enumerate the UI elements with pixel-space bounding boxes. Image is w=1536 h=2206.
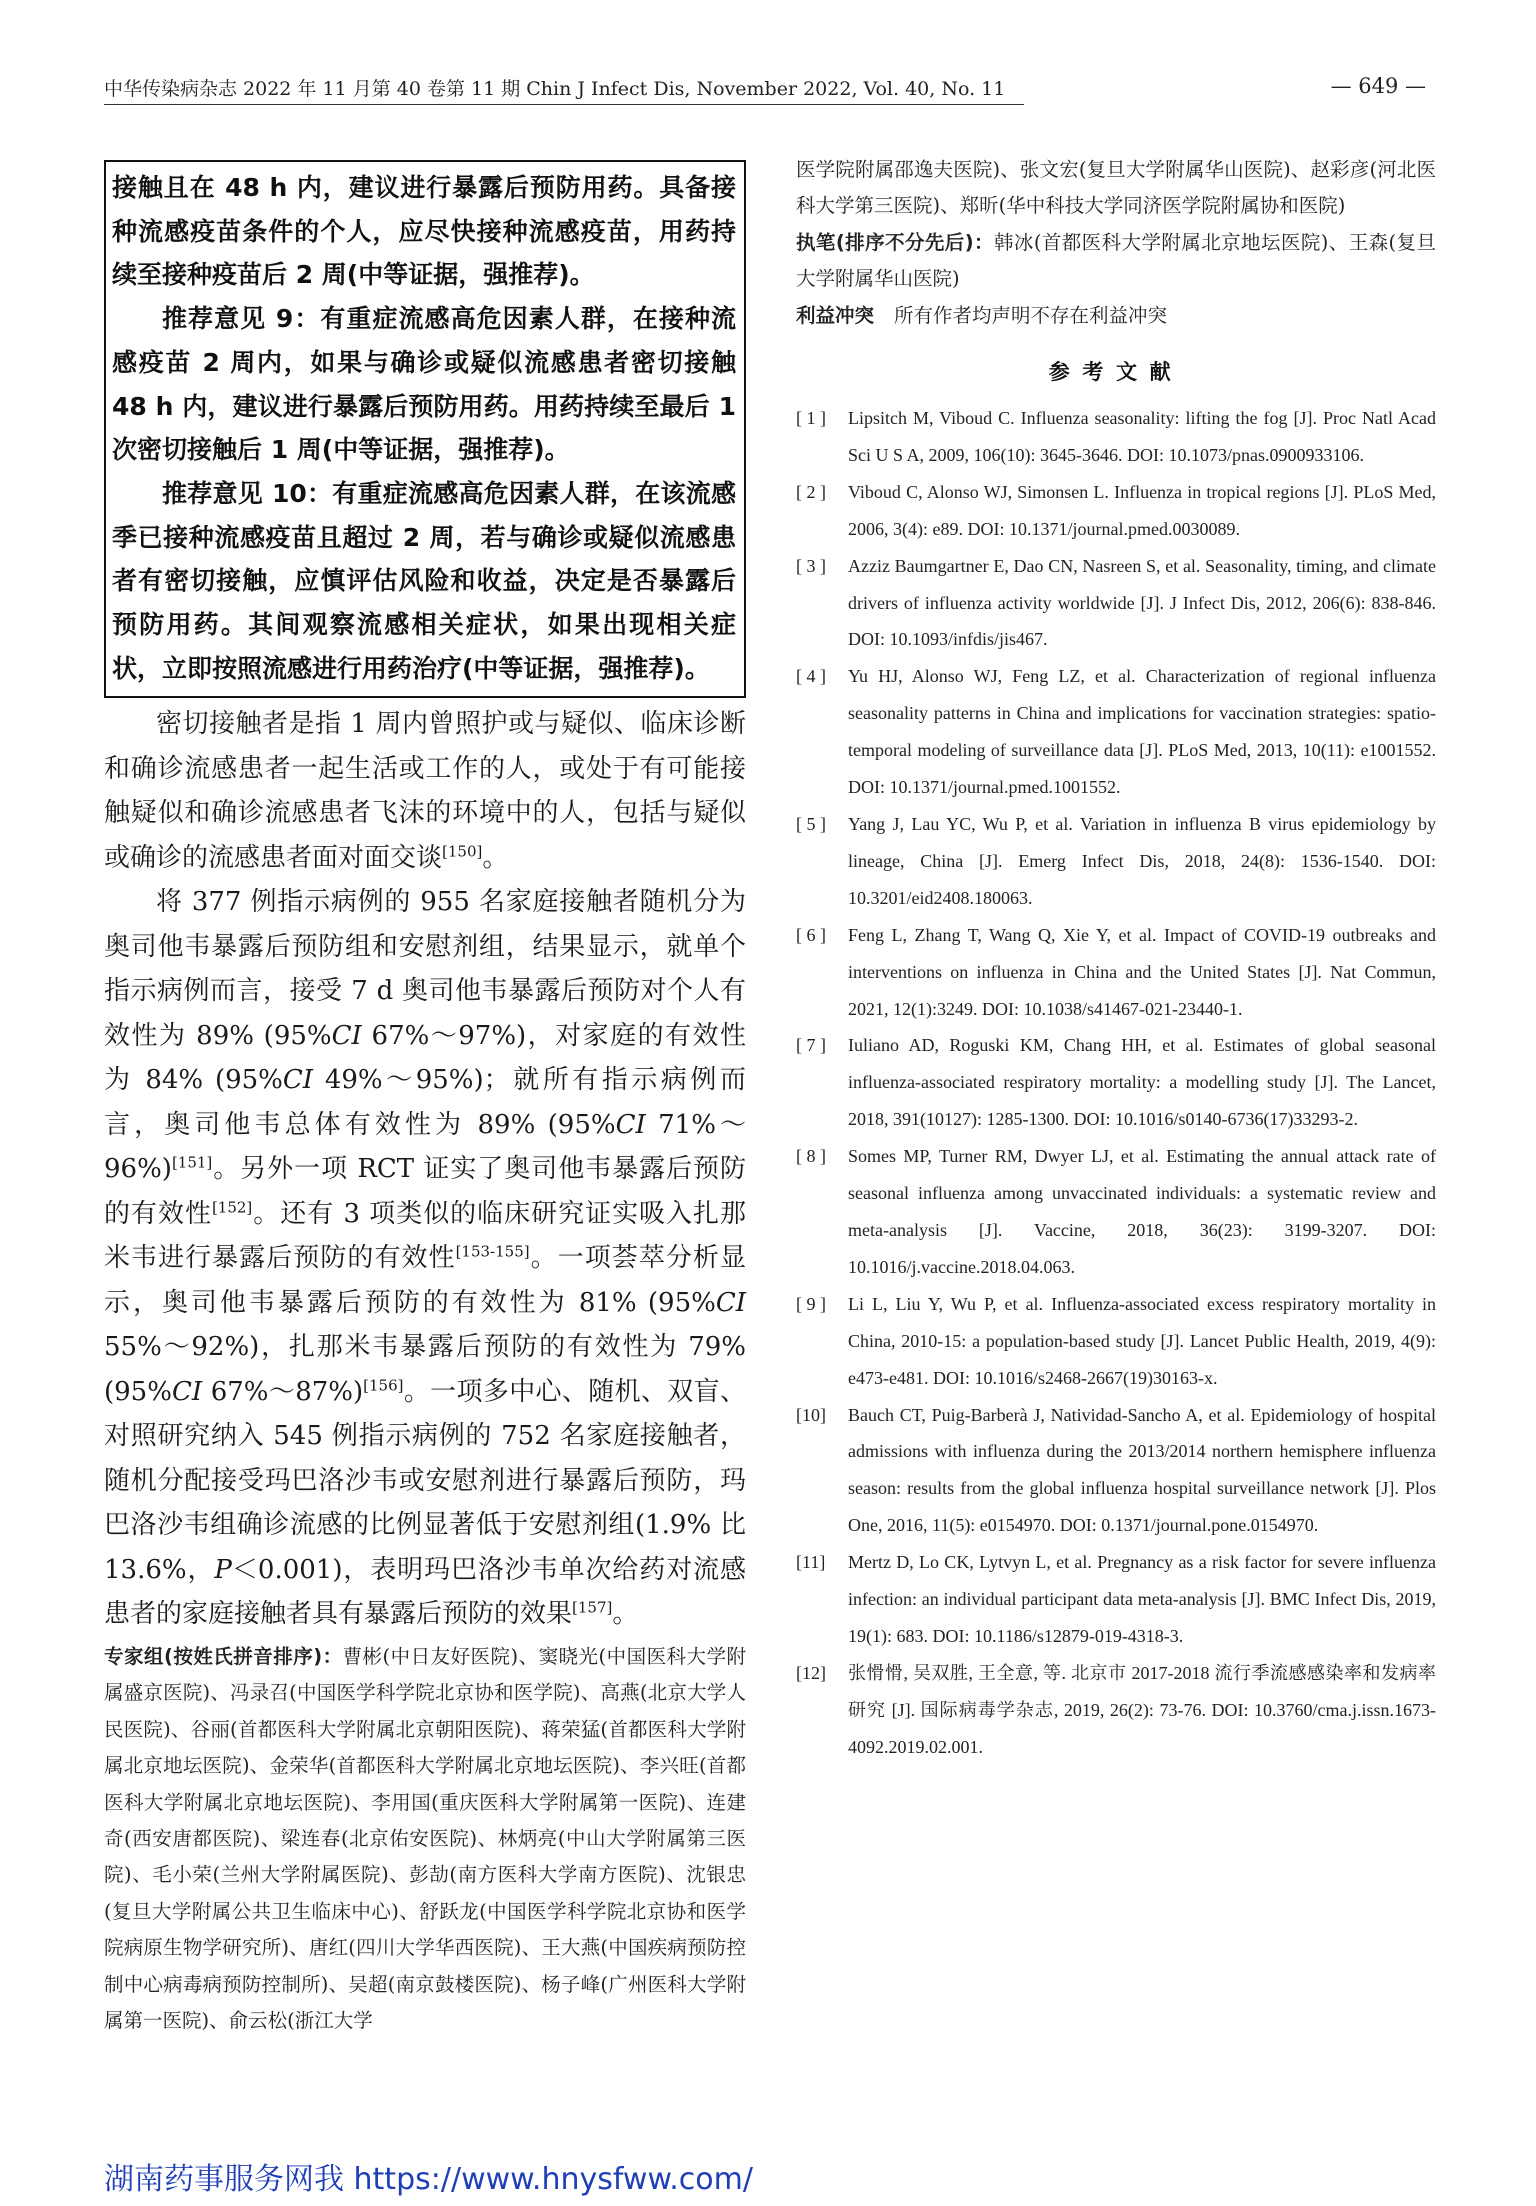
reference-number: [12]: [796, 1662, 826, 1683]
reference-number: [ 3 ]: [796, 555, 826, 576]
recommendation-10: 推荐意见 10：有重症流感高危因素人群，在该流感季已接种流感疫苗且超过 2 周，若与确诊或疑似流感患者有密切接触，应慎评估风险和收益，决定是否暴露后预防用药。其间观察流感相关症状，如果出现相关症状，立即按照流感进行用药治疗(中等证据，强推荐)。: [112, 478, 736, 683]
references-list: [796, 400, 1436, 1766]
reference-item: [796, 400, 1436, 474]
reference-text: Mertz D, Lo CK, Lytvyn L, et al. Pregnancy as a risk factor for severe influenza infection: an individual participant data meta-analysis [J]. BMC Infect Dis, 2019, 19(1): 683. DOI: 10.1186/s12879-019-4318-3.: [848, 1552, 1436, 1646]
reference-text: 张愲愲, 吴双胜, 王全意, 等. 北京市 2017-2018 流行季流感感染率和发病率研究 [J]. 国际病毒学杂志, 2019, 26(2): 73-76. DOI: 10.3760/cma.j.issn.1673-4092.2019.02.001.: [848, 1662, 1436, 1757]
expert-group: [104, 1639, 746, 2039]
reference-item: [796, 1655, 1436, 1766]
paragraph-text: 密切接触者是指 1 周内曾照护或与疑似、临床诊断和确诊流感患者一起生活或工作的人，或处于有可能接触疑似和确诊流感患者飞沫的环境中的人，包括与疑似或确诊的流感患者面对面交谈: [104, 709, 746, 873]
expert-group-list: 曹彬(中日友好医院)、窦晓光(中国医科大学附属盛京医院)、冯录召(中国医学科学院北京协和医学院)、高燕(北京大学人民医院)、谷丽(首都医科大学附属北京朝阳医院)、蒋荣猛(首都医科大学附属北京地坛医院)、金荣华(首都医科大学附属北京地坛医院)、李兴旺(首都医科大学附属北京地坛医院)、李用国(重庆医科大学附属第一医院)、连建奇(西安唐都医院)、梁连春(北京佑安医院)、林炳亮(中山大学附属第三医院)、毛小荣(兰州大学附属医院)、彭劼(南方医科大学南方医院)、沈银忠(复旦大学附属公共卫生临床中心)、舒跃龙(中国医学科学院北京协和医学院病原生物学研究所)、唐红(四川大学华西医院)、王大燕(中国疾病预防控制中心病毒病预防控制所)、吴超(南京鼓楼医院)、杨子峰(广州医科大学附属第一医院)、俞云松(浙江大学: [104, 1644, 746, 2032]
paragraph-text: 67%～97%)，对家庭的有效性为 84% (95%: [104, 1020, 746, 1096]
citation-mark: [157]: [572, 1598, 613, 1617]
reference-text: Iuliano AD, Roguski KM, Chang HH, et al. Estimates of global seasonal influenza-associated respiratory mortality: a modelling study [J]. The Lancet, 2018, 391(10127): 1285-1300. DOI: 10.1016/s0140-6736(17)33293-2.: [848, 1035, 1436, 1130]
reference-item: [796, 658, 1436, 806]
footer-watermark: 湖南药事服务网我 https://www.hnysfww.com/: [104, 2162, 753, 2197]
paragraph-text: 将 377 例指示病例的 955 名家庭接触者随机分为奥司他韦暴露后预防组和安慰剂组，结果显示，就单个指示病例而言，接受 7 d 奥司他韦暴露后预防对个人有效性为 89% (95%: [104, 887, 746, 1051]
citation-mark: [151]: [171, 1153, 213, 1172]
ci-symbol: CI: [615, 1109, 646, 1140]
reference-item: [796, 1027, 1436, 1138]
expert-group-label: 专家组(按姓氏拼音排序)：: [104, 1644, 343, 1668]
reference-item: [796, 1138, 1436, 1286]
paragraph-text: 。: [482, 842, 509, 873]
reference-number: [ 5 ]: [796, 814, 826, 834]
citation-mark: [156]: [363, 1376, 404, 1395]
writers-label: 执笔(排序不分先后)：: [796, 230, 994, 254]
reference-number: [11]: [796, 1552, 826, 1573]
reference-number: [10]: [796, 1404, 826, 1425]
reference-text: Feng L, Zhang T, Wang Q, Xie Y, et al. Impact of COVID-19 outbreaks and interventions on influenza in China and the United States [J]. Nat Commun, 2021, 12(1):3249. DOI: 10.1038/s41467-021-23440-1.: [848, 924, 1436, 1019]
reference-item: [796, 548, 1436, 659]
p-symbol: P: [214, 1554, 232, 1585]
recommendation-paragraph: 接触且在 48 h 内，建议进行暴露后预防用药。具备接种流感疫苗条件的个人，应尽快接种流感疫苗，用药持续至接种疫苗后 2 周(中等证据，强推荐)。: [112, 173, 736, 290]
conflict-block: [796, 298, 1436, 334]
body-paragraph: [104, 702, 746, 880]
body-paragraph: [104, 880, 746, 1637]
reference-number: [ 1 ]: [796, 408, 826, 429]
paragraph-text: 71%～96%): [104, 1109, 746, 1185]
body-text: [104, 702, 746, 1637]
references-title: 参考文献: [1048, 360, 1184, 385]
reference-number: [ 9 ]: [796, 1293, 826, 1314]
reference-text: Bauch CT, Puig-Barberà J, Natividad-Sancho A, et al. Epidemiology of hospital admissions with influenza during the 2013/2014 northern hemisphere influenza season: results from the global influenza hospital surveillance network [J]. Plos One, 2016, 11(5): e0154970. DOI: 0.1371/journal.pone.0154970.: [848, 1404, 1436, 1536]
reference-text: Lipsitch M, Viboud C. Influenza seasonality: lifting the fog [J]. Proc Natl Acad Sci U S A, 2009, 106(10): 3645-3646. DOI: 10.1073/pnas.0900933106.: [848, 408, 1436, 465]
paragraph-text: 55%～92%)，扎那米韦暴露后预防的有效性为 79% (95%: [104, 1332, 746, 1407]
reference-text: Somes MP, Turner RM, Dwyer LJ, et al. Estimating the annual attack rate of seasonal influenza among unvaccinated individuals: a systematic review and meta-analysis [J]. Vaccine, 2018, 36(23): 3199-3207. DOI: 10.1016/j.vaccine.2018.04.063.: [848, 1146, 1436, 1277]
reference-text: Yu HJ, Alonso WJ, Feng LZ, et al. Characterization of regional influenza seasonality patterns in China and implications for vaccination strategies: spatio-temporal modeling of surveillance data [J]. PLoS Med, 2013, 10(11): e1001552. DOI: 10.1371/journal.pmed.1001552.: [848, 666, 1436, 798]
reference-item: [796, 474, 1436, 548]
reference-number: [ 6 ]: [796, 924, 826, 945]
paragraph-text: 67%～87%): [202, 1376, 364, 1407]
page-number: — 649 —: [1330, 74, 1426, 98]
writers-block: [796, 225, 1436, 298]
ci-symbol: CI: [715, 1287, 746, 1318]
right-column: [796, 152, 1436, 1766]
reference-item: [796, 917, 1436, 1028]
paragraph-text: 。一项多中心、随机、双盲、对照研究纳入 545 例指示病例的 752 名家庭接触者，随机分配接受玛巴洛沙韦或安慰剂进行暴露后预防，玛巴洛沙韦组确诊流感的比例显著低于安慰剂组(1.9% 比 13.6%，: [104, 1376, 746, 1585]
reference-item: [796, 806, 1436, 917]
reference-item: [796, 1544, 1436, 1655]
paragraph-text: 。另外一项 RCT 证实了奥司他韦暴露后预防的有效性: [104, 1154, 746, 1229]
running-header: [104, 74, 1426, 104]
reference-number: [ 7 ]: [796, 1035, 826, 1056]
citation-mark: [153-155]: [455, 1242, 530, 1261]
paragraph-text: 。一项荟萃分析显示，奥司他韦暴露后预防的有效性为 81% (95%: [104, 1243, 746, 1318]
reference-number: [ 8 ]: [796, 1146, 826, 1167]
reference-item: [796, 1286, 1436, 1397]
ci-symbol: CI: [331, 1020, 362, 1051]
left-column: [104, 160, 746, 2039]
ci-symbol: CI: [282, 1065, 314, 1096]
paragraph-text: 49%～95%)；就所有指示病例而言，奥司他韦总体有效性为 89% (95%: [104, 1065, 746, 1140]
header-rule: [104, 104, 1024, 105]
recommendation-9: 推荐意见 9：有重症流感高危因素人群，在接种流感疫苗 2 周内，如果与确诊或疑似流感患者密切接触 48 h 内，建议进行暴露后预防用药。用药持续至最后 1 次密切接触后 1 周(中等证据，强推荐)。: [112, 304, 736, 465]
writers-text: 韩冰(首都医科大学附属北京地坛医院)、王森(复旦大学附属华山医院): [796, 230, 1436, 291]
reference-text: Yang J, Lau YC, Wu P, et al. Variation in influenza B virus epidemiology by lineage, China [J]. Emerg Infect Dis, 2018, 24(8): 1536-1540. DOI: 10.3201/eid2408.180063.: [848, 814, 1436, 908]
reference-number: [ 4 ]: [796, 666, 826, 687]
journal-citation-line: 中华传染病杂志 2022 年 11 月第 40 卷第 11 期 Chin J Infect Dis, November 2022, Vol. 40, No. 11: [104, 78, 1006, 100]
paragraph-text: 。: [612, 1599, 639, 1630]
citation-mark: [150]: [442, 842, 483, 861]
recommendation-box: [104, 160, 746, 698]
citation-mark: [152]: [211, 1198, 253, 1217]
conflict-label: 利益冲突: [796, 303, 875, 327]
reference-number: [ 2 ]: [796, 481, 826, 502]
paragraph-text: 。还有 3 项类似的临床研究证实吸入扎那米韦进行暴露后预防的有效性: [104, 1198, 746, 1274]
reference-text: Li L, Liu Y, Wu P, et al. Influenza-associated excess respiratory mortality in China, 2010-15: a population-based study [J]. Lancet Public Health, 2019, 4(9): e473-e481. DOI: 10.1016/s2468-2667(19)30163-x.: [848, 1293, 1436, 1388]
expert-group-continued: 医学院附属邵逸夫医院)、张文宏(复旦大学附属华山医院)、赵彩彦(河北医科大学第三医院)、郑昕(华中科技大学同济医学院附属协和医院): [796, 158, 1436, 218]
paragraph-text: ＜0.001)，表明玛巴洛沙韦单次给药对流感患者的家庭接触者具有暴露后预防的效果: [104, 1554, 746, 1630]
conflict-text: 所有作者均声明不存在利益冲突: [894, 303, 1168, 327]
reference-text: Viboud C, Alonso WJ, Simonsen L. Influenza in tropical regions [J]. PLoS Med, 2006, 3(4): e89. DOI: 10.1371/journal.pmed.0030089.: [848, 481, 1436, 539]
reference-item: [796, 1397, 1436, 1545]
reference-text: Azziz Baumgartner E, Dao CN, Nasreen S, et al. Seasonality, timing, and climate drivers of influenza activity worldwide [J]. J Infect Dis, 2012, 206(6): 838-846. DOI: 10.1093/infdis/jis467.: [848, 555, 1436, 650]
ci-symbol: CI: [171, 1376, 203, 1407]
